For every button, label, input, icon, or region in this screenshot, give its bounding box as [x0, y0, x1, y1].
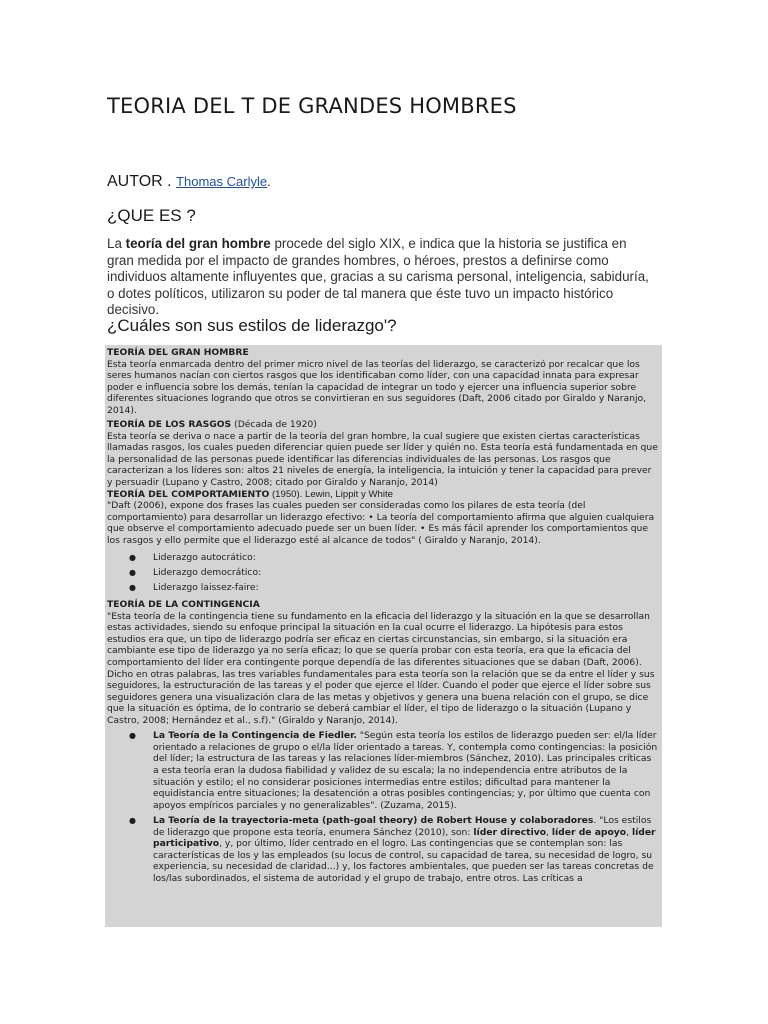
- path-goal-text-b: , y, por último, líder centrado en el logro. Las contingencias que se contemplan son: las características de los y las empleados (su locus de control, su capacidad de tarea, su necesidad de logro, su experiencia, su necesidad de claridad...) y, los factores ambientales, que pueden ser las tareas concretas de los/las subordinados, el sistema de autoridad y el grupo de trabajo, entre otros. Las críticas a: [153, 838, 654, 884]
- intro-pre: La: [107, 236, 126, 251]
- author-end: .: [267, 174, 271, 189]
- fiedler-text: "Según esta teoría los estilos de liderazgo pueden ser: el/la líder orientado a relaciones de grupo o el/la líder orientado a tareas. Y, contempla como contingencias: la posición del líder; la estructura de las tareas y las relaciones líder-miembros (Sánchez, 2010). Las principales críticas a esta teoría eran la dudosa fiabilidad y validez de su escala; la no independencia entre atributos de la situación y estilo; el no considerar posiciones intermedias entre estilos; dificultad para mantener la equidistancia entre situaciones; la desatención a otras posibles contingencias; y, por último que cuenta con apoyos empíricos parciales y no generalizables". (Zuzama, 2015).: [153, 730, 658, 811]
- contingency-theories-list: [107, 730, 659, 884]
- section-heading-gran-hombre: TEORÍA DEL GRAN HOMBRE: [107, 347, 249, 358]
- path-goal-bold-1: líder directivo: [473, 826, 547, 838]
- section-heading-comportamiento-extra: (1950). Lewin, Lippit y White: [269, 488, 393, 500]
- author-line: [107, 173, 271, 191]
- list-item-fiedler: [107, 730, 659, 811]
- list-item-path-goal: [107, 815, 659, 884]
- author-label: AUTOR .: [107, 173, 172, 190]
- leadership-styles-list: [107, 550, 659, 595]
- intro-post: procede del siglo XIX, e indica que la historia se justifica en gran medida por el impacto de grandes hombres, o héroes, prestos a definirse como individuos altamente influyentes que, gracias a su carisma personal, inteligencia, sabiduría, o dotes políticos, utilizaron su poder de tal manera que éste tuvo un impacto histórico decisivo.: [107, 236, 649, 317]
- page-title: TEORIA DEL T DE GRANDES HOMBRES: [107, 94, 517, 118]
- intro-paragraph: [107, 236, 655, 319]
- author-link[interactable]: Thomas Carlyle: [176, 174, 268, 189]
- section-body-comportamiento: "Daft (2006), expone dos frases las cuales pueden ser consideradas como los pilares de esta teoría (del comportamiento) para desarrollar un liderazgo efectivo: • La teoría del comportamiento afirma que alguien cualquiera que observe el comportamiento adecuado puede ser un buen líder. • Es más fácil aprender los comportamientos que los rasgos y ello permite que el liderazgo esté al alcance de todos" ( Giraldo y Naranjo, 2014).: [107, 500, 655, 546]
- section-body-contingencia: "Esta teoría de la contingencia tiene su fundamento en la eficacia del liderazgo y la situación en la que se desarrollan estas actividades, siendo su enfoque principal la situación en la cual ocurre el liderazgo. La hipótesis para estos estudios era que, un tipo de liderazgo podría ser eficaz en ciertas circunstancias, sin embargo, si la situación era cambiante ese tipo de liderazgo ya no sería eficaz; lo que se quería probar con esta teoría, era que la eficacia del comportamiento del líder era contingente porque dependía de las diferentes situaciones que se daban (Daft, 2006). Dicho en otras palabras, las tres variables fundamentales para esta teoría son la relación que se da entre el líder y sus seguidores, la estructuración de las tareas y el poder que ejerce el líder. Cuando el poder que ejerce el líder sobre sus seguidores genera una visualización clara de las metas y objetivos y genera una buena relación con el grupo, se dice que la situación es óptima, de lo contrario se deberá cambiar el líder, el tipo de liderazgo o la situación (Lupano y Castro, 2008; Hernández et al., s.f)." (Giraldo y Naranjo, 2014).: [107, 610, 655, 726]
- path-goal-title: La Teoría de la trayectoria-meta (path-goal theory) de Robert House y colaboradores: [153, 815, 594, 827]
- question-what-is: ¿QUE ES ?: [107, 206, 196, 225]
- path-goal-bold-3: líder participativo: [153, 826, 656, 850]
- list-item: ● Liderazgo laissez-faire:: [107, 580, 659, 595]
- path-goal-bold-2: líder de apoyo: [551, 826, 627, 838]
- section-heading-contingencia: TEORÍA DE LA CONTINGENCIA: [107, 599, 260, 611]
- section-body-rasgos: Esta teoría se deriva o nace a partir de la teoría del gran hombre, la cual sugiere que existen ciertas características llamadas rasgos, los cuales pueden diferenciar quien puede ser líder y quién no. Esta teoría está fundamentada en que la personalidad de las personas puede identificar las diferencias individuales de las personas. Los rasgos que caracterizan a los líderes son: altos 21 niveles de energía, la inteligencia, la intuición y tener la capacidad para prever y persuadir (Lupano y Castro, 2008; citado por Giraldo y Naranjo, 2014): [107, 430, 658, 489]
- list-item: ● Liderazgo democrático:: [107, 565, 659, 580]
- path-goal-text-a: . "Los estilos de liderazgo que propone esta teoría, enumera Sánchez (2010), son:: [153, 815, 652, 838]
- section-heading-rasgos: TEORÍA DE LOS RASGOS: [107, 419, 232, 431]
- intro-bold: teoría del gran hombre: [125, 236, 271, 251]
- path-goal-sep-1: ,: [546, 826, 552, 838]
- section-body-gran-hombre: Esta teoría enmarcada dentro del primer micro nivel de las teorías del liderazgo, se caracterizó por recalcar que los seres humanos nacían con ciertos rasgos que los identificaban como líder, con una capacidad innata para expresar poder e influencia sobre los demás, tenían la capacidad de integrar un todo y ejercer una influencia superior sobre diferentes situaciones logrando que otros se convirtieran en sus seguidores (Daft, 2006 citado por Giraldo y Naranjo, 2014).: [107, 358, 647, 416]
- quoted-block: [107, 347, 659, 888]
- section-heading-comportamiento: TEORÍA DEL COMPORTAMIENTO: [107, 488, 270, 500]
- section-heading-rasgos-extra: (Década de 1920): [231, 419, 317, 431]
- path-goal-sep-2: ,: [626, 826, 632, 838]
- question-styles: ¿Cuáles son sus estilos de liderazgo'?: [107, 316, 397, 335]
- list-item: ● Liderazgo autocrático:: [107, 550, 659, 565]
- fiedler-title: La Teoría de la Contingencia de Fiedler.: [153, 730, 357, 742]
